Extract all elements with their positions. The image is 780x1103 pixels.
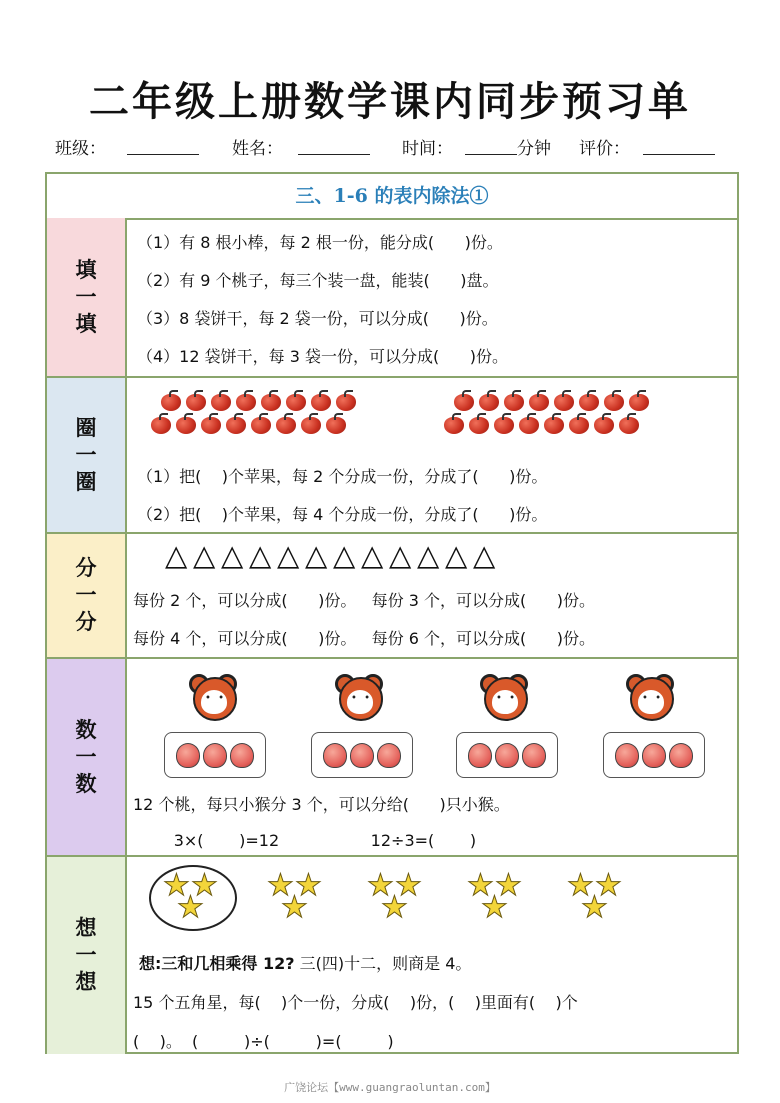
question-1-continued: ( )。 ( )÷( )=( ) (133, 1032, 394, 1051)
student-info-bar (55, 134, 725, 160)
minutes-label: 分钟 (517, 139, 551, 159)
star-icon: ★ (191, 868, 218, 903)
row-body (127, 659, 737, 855)
star-icon: ★ (381, 890, 408, 925)
triangle-icon: △ (445, 538, 468, 572)
apple-icon (310, 390, 332, 411)
apple-icon (210, 390, 232, 411)
apple-icon (578, 390, 600, 411)
apple-icon (300, 413, 322, 434)
star-icon: ★ (267, 868, 294, 903)
label-char: 一 (75, 442, 97, 467)
apple-icon (468, 413, 490, 434)
triangle-icon: △ (165, 538, 188, 572)
label-char: 填 (75, 311, 97, 336)
label-char: 想 (75, 916, 97, 940)
peach-box (603, 732, 705, 778)
row-label-divide (47, 534, 127, 657)
row-circle (47, 378, 737, 534)
peach-icon (642, 743, 666, 768)
row-label-count (47, 659, 127, 855)
triangle-icon: △ (305, 538, 328, 572)
peach-icon (203, 743, 227, 768)
star-icon: ★ (395, 868, 422, 903)
star-group-circled (149, 865, 233, 925)
star-icon: ★ (495, 868, 522, 903)
row-body (127, 534, 737, 657)
peach-icon (669, 743, 693, 768)
star-icon: ★ (595, 868, 622, 903)
row-label-circle (47, 378, 127, 532)
label-char: 填 (75, 257, 97, 282)
peach-box (164, 732, 266, 778)
name-label: 姓名： (232, 139, 283, 159)
section-title: 三、1-6 的表内除法① (47, 174, 737, 220)
peach-icon (522, 743, 546, 768)
apple-icon (185, 390, 207, 411)
apple-group-1-top (160, 390, 357, 411)
star-icon: ★ (295, 868, 322, 903)
label-char: 想 (75, 970, 97, 994)
apple-icon (443, 413, 465, 434)
triangle-icon: △ (249, 538, 272, 572)
apple-group-2-bottom (443, 413, 640, 434)
hint-bold: 想:三和几相乘得 12? (139, 954, 295, 973)
question-2: （2）把( )个苹果，每 4 个分成一份，分成了( )份。 (137, 505, 548, 524)
equations: 3×( )=12 12÷3=( ) (133, 831, 477, 850)
apple-icon (175, 413, 197, 434)
apple-icon (200, 413, 222, 434)
triangle-icon: △ (333, 538, 356, 572)
apple-icon (603, 390, 625, 411)
row-think (47, 857, 737, 1054)
label-char: 一 (75, 744, 97, 769)
apple-icon (235, 390, 257, 411)
star-group (267, 865, 337, 925)
time-blank[interactable] (465, 136, 517, 155)
star-icon: ★ (481, 890, 508, 925)
star-icon: ★ (567, 868, 594, 903)
apple-icon (553, 390, 575, 411)
question-2: （2）有 9 个桃子，每三个装一盘，能装( )盘。 (137, 271, 499, 290)
label-char: 分 (75, 556, 97, 580)
hint-text (139, 951, 471, 974)
peach-icon (615, 743, 639, 768)
question-2: 每份 4 个，可以分成( )份。 每份 6 个，可以分成( )份。 (133, 629, 595, 648)
rating-blank[interactable] (643, 136, 715, 155)
apple-icon (250, 413, 272, 434)
triangle-row (165, 538, 500, 572)
triangle-icon: △ (221, 538, 244, 572)
monkey-icon (480, 674, 528, 720)
triangle-icon: △ (473, 538, 496, 572)
row-fill-in (47, 218, 737, 378)
rating-label: 评价： (579, 139, 630, 159)
monkey-icon (626, 674, 674, 720)
label-char: 一 (75, 284, 97, 309)
star-icon: ★ (177, 890, 204, 925)
apple-icon (260, 390, 282, 411)
question-1: 每份 2 个，可以分成( )份。 每份 3 个，可以分成( )份。 (133, 591, 595, 610)
star-icon: ★ (467, 868, 494, 903)
label-char: 数 (75, 771, 97, 796)
apple-icon (493, 413, 515, 434)
triangle-icon: △ (389, 538, 412, 572)
star-icon: ★ (581, 890, 608, 925)
apple-icon (275, 413, 297, 434)
row-divide (47, 534, 737, 659)
apple-icon (618, 413, 640, 434)
peach-icon (230, 743, 254, 768)
question-4: （4）12 袋饼干，每 3 袋一份，可以分成( )份。 (137, 347, 508, 366)
apple-group-2-top (453, 390, 650, 411)
row-body (127, 218, 737, 376)
row-body (127, 857, 737, 1054)
row-label-fill-in (47, 218, 127, 376)
question-1: 15 个五角星，每( )个一份，分成( )份，( )里面有( )个 (133, 993, 578, 1012)
class-label: 班级： (55, 139, 106, 159)
triangle-icon: △ (361, 538, 384, 572)
question-1: （1）把( )个苹果，每 2 个分成一份，分成了( )份。 (137, 467, 548, 486)
peach-icon (350, 743, 374, 768)
question-1: 12 个桃，每只小猴分 3 个，可以分给( )只小猴。 (133, 795, 510, 814)
question-1: （1）有 8 根小棒，每 2 根一份，能分成( )份。 (137, 233, 503, 252)
apple-icon (160, 390, 182, 411)
apple-icon (150, 413, 172, 434)
monkey-icon (335, 674, 383, 720)
label-char: 圈 (75, 415, 97, 440)
row-count (47, 659, 737, 857)
time-label: 时间： (402, 139, 453, 159)
apple-icon (503, 390, 525, 411)
label-char: 数 (75, 717, 97, 742)
question-3: （3）8 袋饼干，每 2 袋一份，可以分成( )份。 (137, 309, 498, 328)
triangle-icon: △ (277, 538, 300, 572)
apple-icon (518, 413, 540, 434)
apple-icon (335, 390, 357, 411)
monkey-icon (189, 674, 237, 720)
apple-icon (285, 390, 307, 411)
worksheet-table (45, 172, 739, 1054)
apple-icon (225, 413, 247, 434)
peach-icon (468, 743, 492, 768)
apple-icon (593, 413, 615, 434)
peach-icon (323, 743, 347, 768)
peach-icon (377, 743, 401, 768)
name-blank[interactable] (298, 136, 370, 155)
peach-icon (176, 743, 200, 768)
label-char: 分 (75, 610, 97, 634)
peach-box (311, 732, 413, 778)
star-icon: ★ (163, 868, 190, 903)
row-body (127, 378, 737, 532)
apple-icon (478, 390, 500, 411)
apple-icon (528, 390, 550, 411)
peach-box (456, 732, 558, 778)
apple-group-1-bottom (150, 413, 347, 434)
star-icon: ★ (367, 868, 394, 903)
apple-icon (453, 390, 475, 411)
label-char: 一 (75, 943, 97, 967)
triangle-icon: △ (193, 538, 216, 572)
label-char: 圈 (75, 469, 97, 494)
star-group (367, 865, 437, 925)
class-blank[interactable] (127, 136, 199, 155)
row-label-think (47, 857, 127, 1054)
peach-icon (495, 743, 519, 768)
star-group (467, 865, 537, 925)
apple-icon (325, 413, 347, 434)
triangle-icon: △ (417, 538, 440, 572)
apple-icon (568, 413, 590, 434)
apple-icon (543, 413, 565, 434)
apple-icon (628, 390, 650, 411)
label-char: 一 (75, 583, 97, 607)
footer-watermark: 广饶论坛【www.guangraoluntan.com】 (284, 1081, 496, 1094)
page-title: 二年级上册数学课内同步预习单 (89, 78, 691, 125)
star-group (567, 865, 637, 925)
star-icon: ★ (281, 890, 308, 925)
hint-rest: 三(四)十二，则商是 4。 (294, 954, 472, 973)
